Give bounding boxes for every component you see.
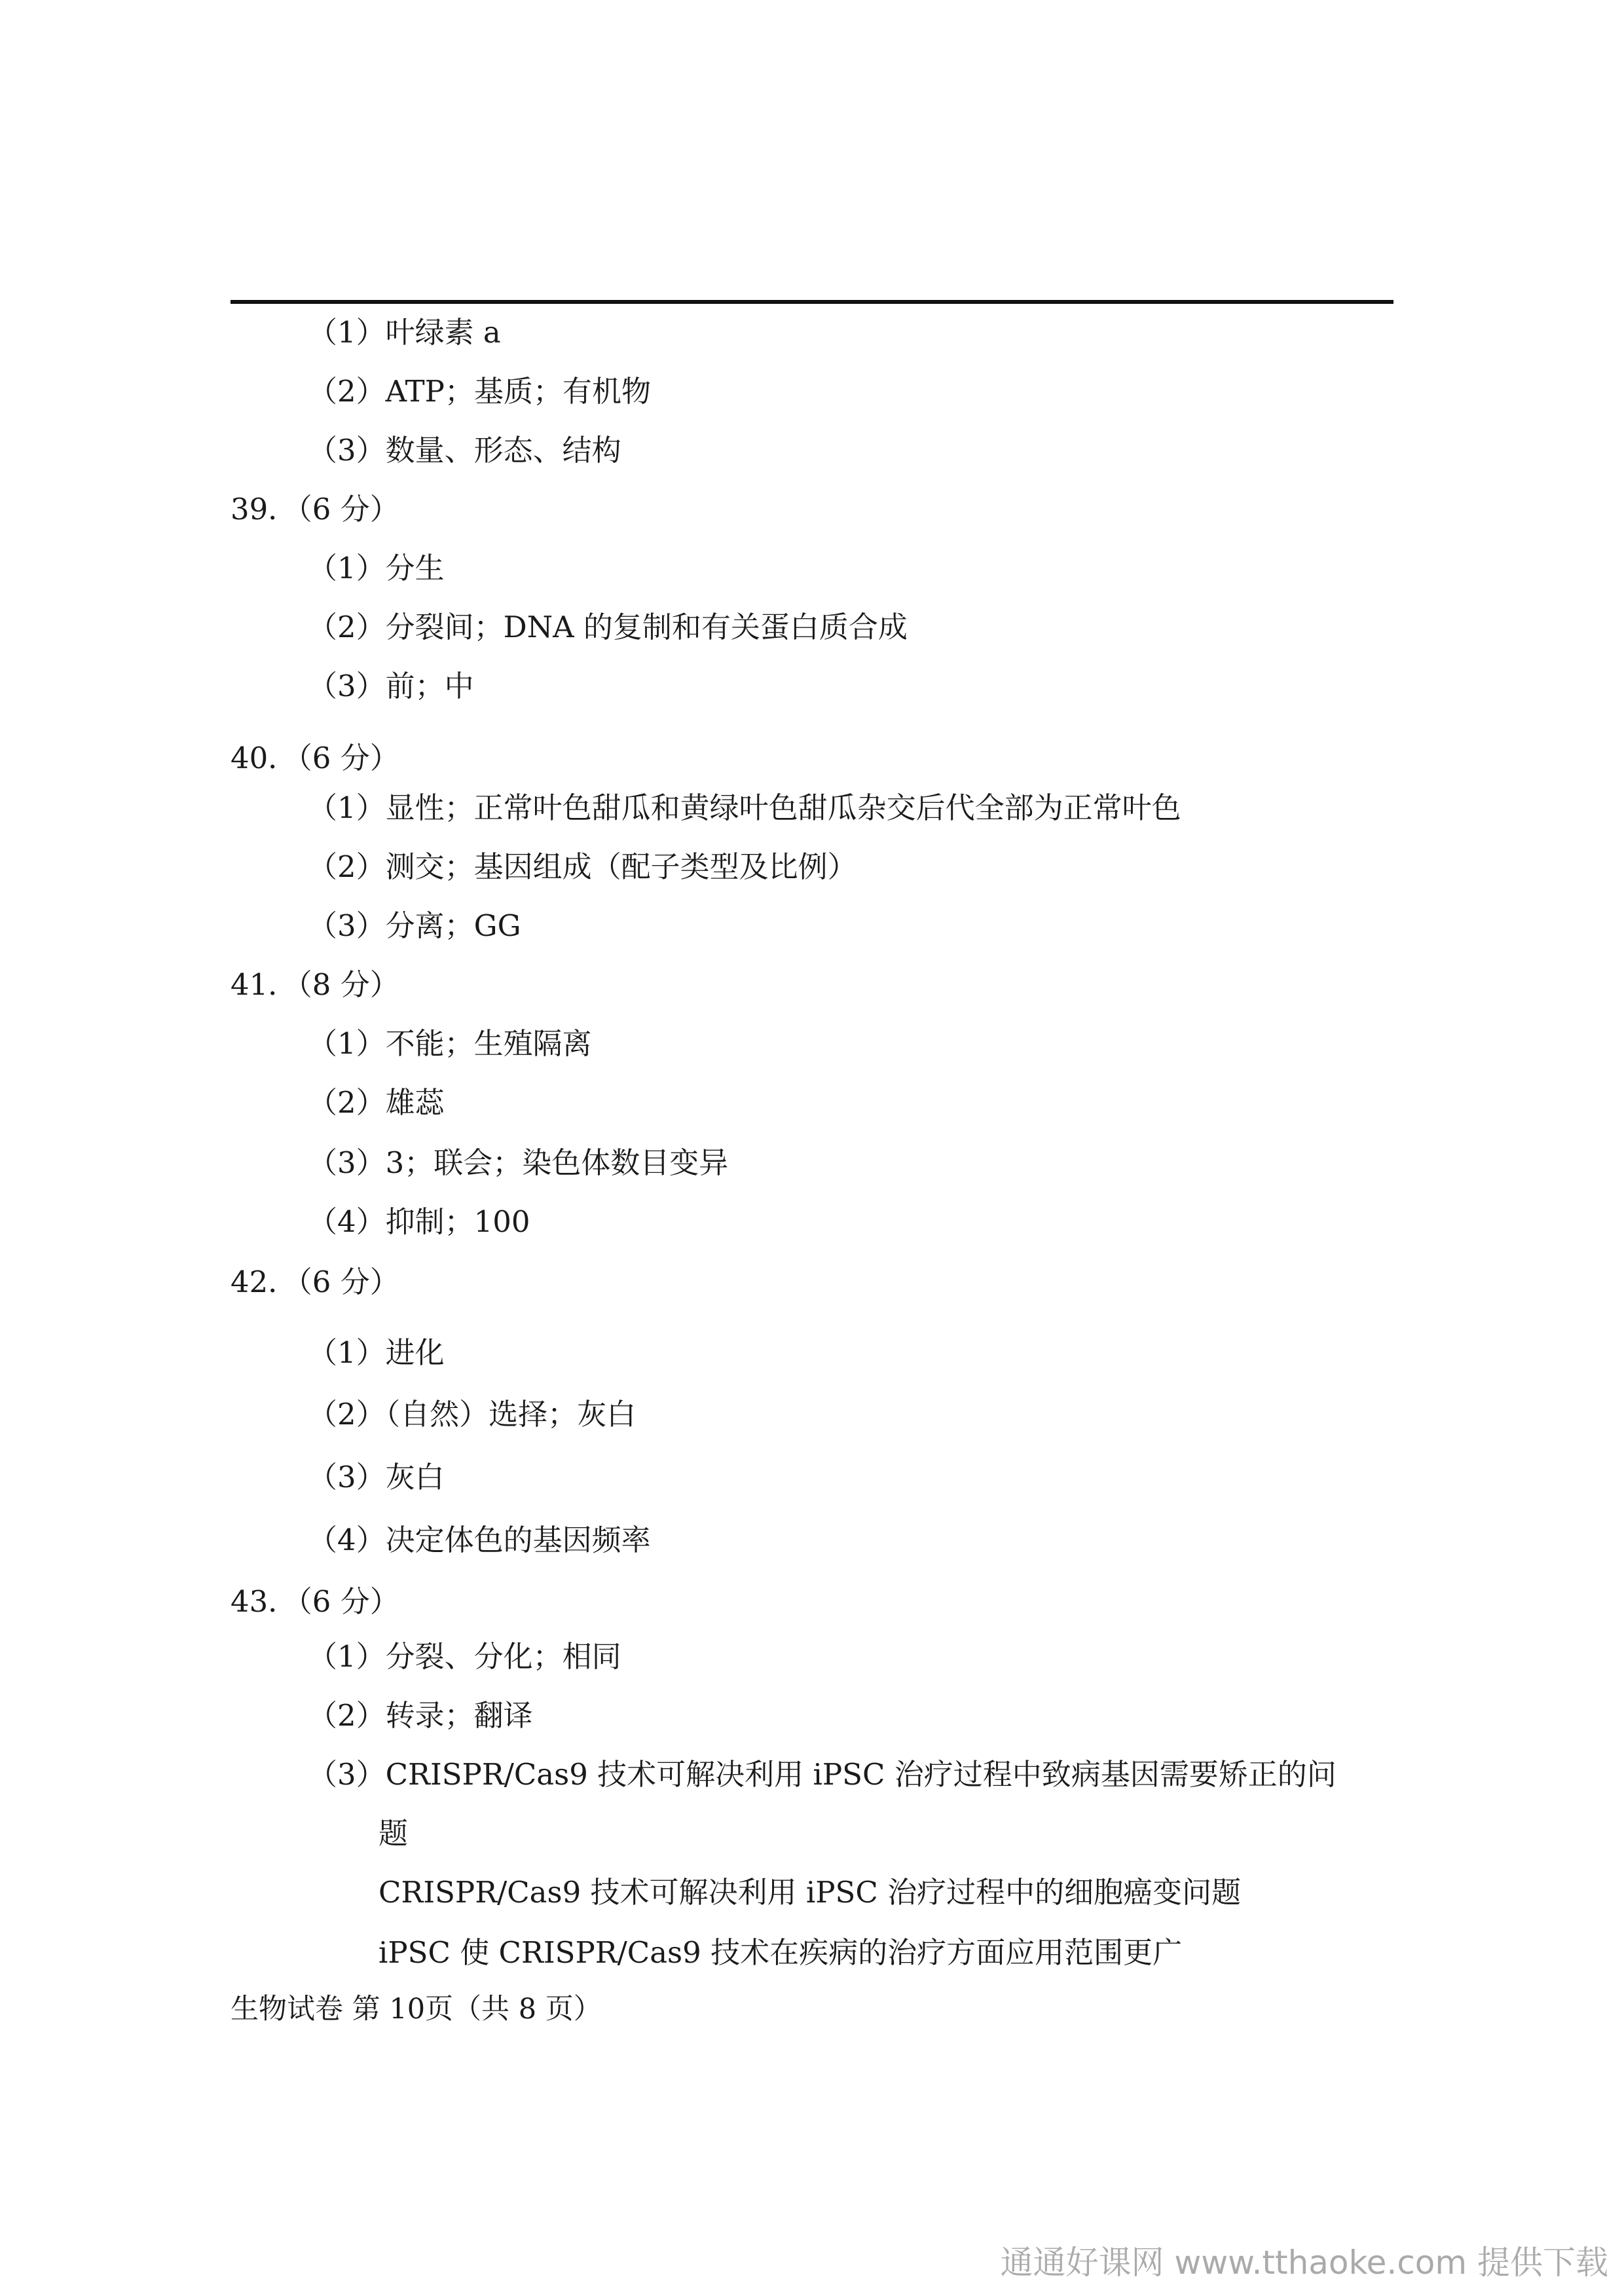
answer-43-3: （3）CRISPR/Cas9 技术可解决利用 iPSC 治疗过程中致病基因需要矫正的问 (308, 1757, 1337, 1792)
answer-43-3-continued: 题 (378, 1816, 409, 1851)
answer-40-1: （1）显性；正常叶色甜瓜和黄绿叶色甜瓜杂交后代全部为正常叶色 (308, 790, 1181, 825)
question-39-heading: 39．（6 分） (231, 492, 399, 527)
page-footer: 生物试卷 第 10页（共 8 页） (231, 1993, 602, 2026)
question-42-heading: 42．（6 分） (231, 1265, 399, 1299)
watermark: 通通好课网 www.tthaoke.com 提供下载 (1000, 2244, 1608, 2282)
answer-42-1: （1）进化 (308, 1335, 445, 1370)
answer-42-4: （4）决定体色的基因频率 (308, 1523, 651, 1557)
answer-39-3: （3）前；中 (308, 669, 474, 703)
answer-43-3-alt-2: iPSC 使 CRISPR/Cas9 技术在疾病的治疗方面应用范围更广 (378, 1935, 1183, 1970)
question-41-heading: 41．（8 分） (231, 967, 399, 1002)
answer-38-2: （2）ATP；基质；有机物 (308, 374, 651, 409)
answer-38-1: （1）叶绿素 a (308, 315, 501, 350)
answer-42-3: （3）灰白 (308, 1460, 445, 1494)
answer-38-3: （3）数量、形态、结构 (308, 433, 621, 468)
answer-43-2: （2）转录；翻译 (308, 1698, 533, 1733)
answer-41-3: （3）3；联会；染色体数目变异 (308, 1145, 729, 1180)
question-43-heading: 43．（6 分） (231, 1584, 399, 1619)
answer-39-2: （2）分裂间；DNA 的复制和有关蛋白质合成 (308, 610, 908, 644)
answer-39-1: （1）分生 (308, 551, 445, 585)
answer-41-2: （2）雄蕊 (308, 1085, 445, 1120)
answer-41-1: （1）不能；生殖隔离 (308, 1026, 592, 1061)
question-40-heading: 40．（6 分） (231, 741, 399, 775)
answer-43-3-alt-1: CRISPR/Cas9 技术可解决利用 iPSC 治疗过程中的细胞癌变问题 (378, 1875, 1242, 1910)
answer-43-1: （1）分裂、分化；相同 (308, 1639, 621, 1674)
answer-42-2: （2）（自然）选择；灰白 (308, 1397, 637, 1432)
answer-40-2: （2）测交；基因组成（配子类型及比例） (308, 849, 857, 884)
answer-41-4: （4）抑制；100 (308, 1204, 530, 1239)
top-rule (231, 300, 1393, 304)
answer-40-3: （3）分离；GG (308, 908, 521, 943)
